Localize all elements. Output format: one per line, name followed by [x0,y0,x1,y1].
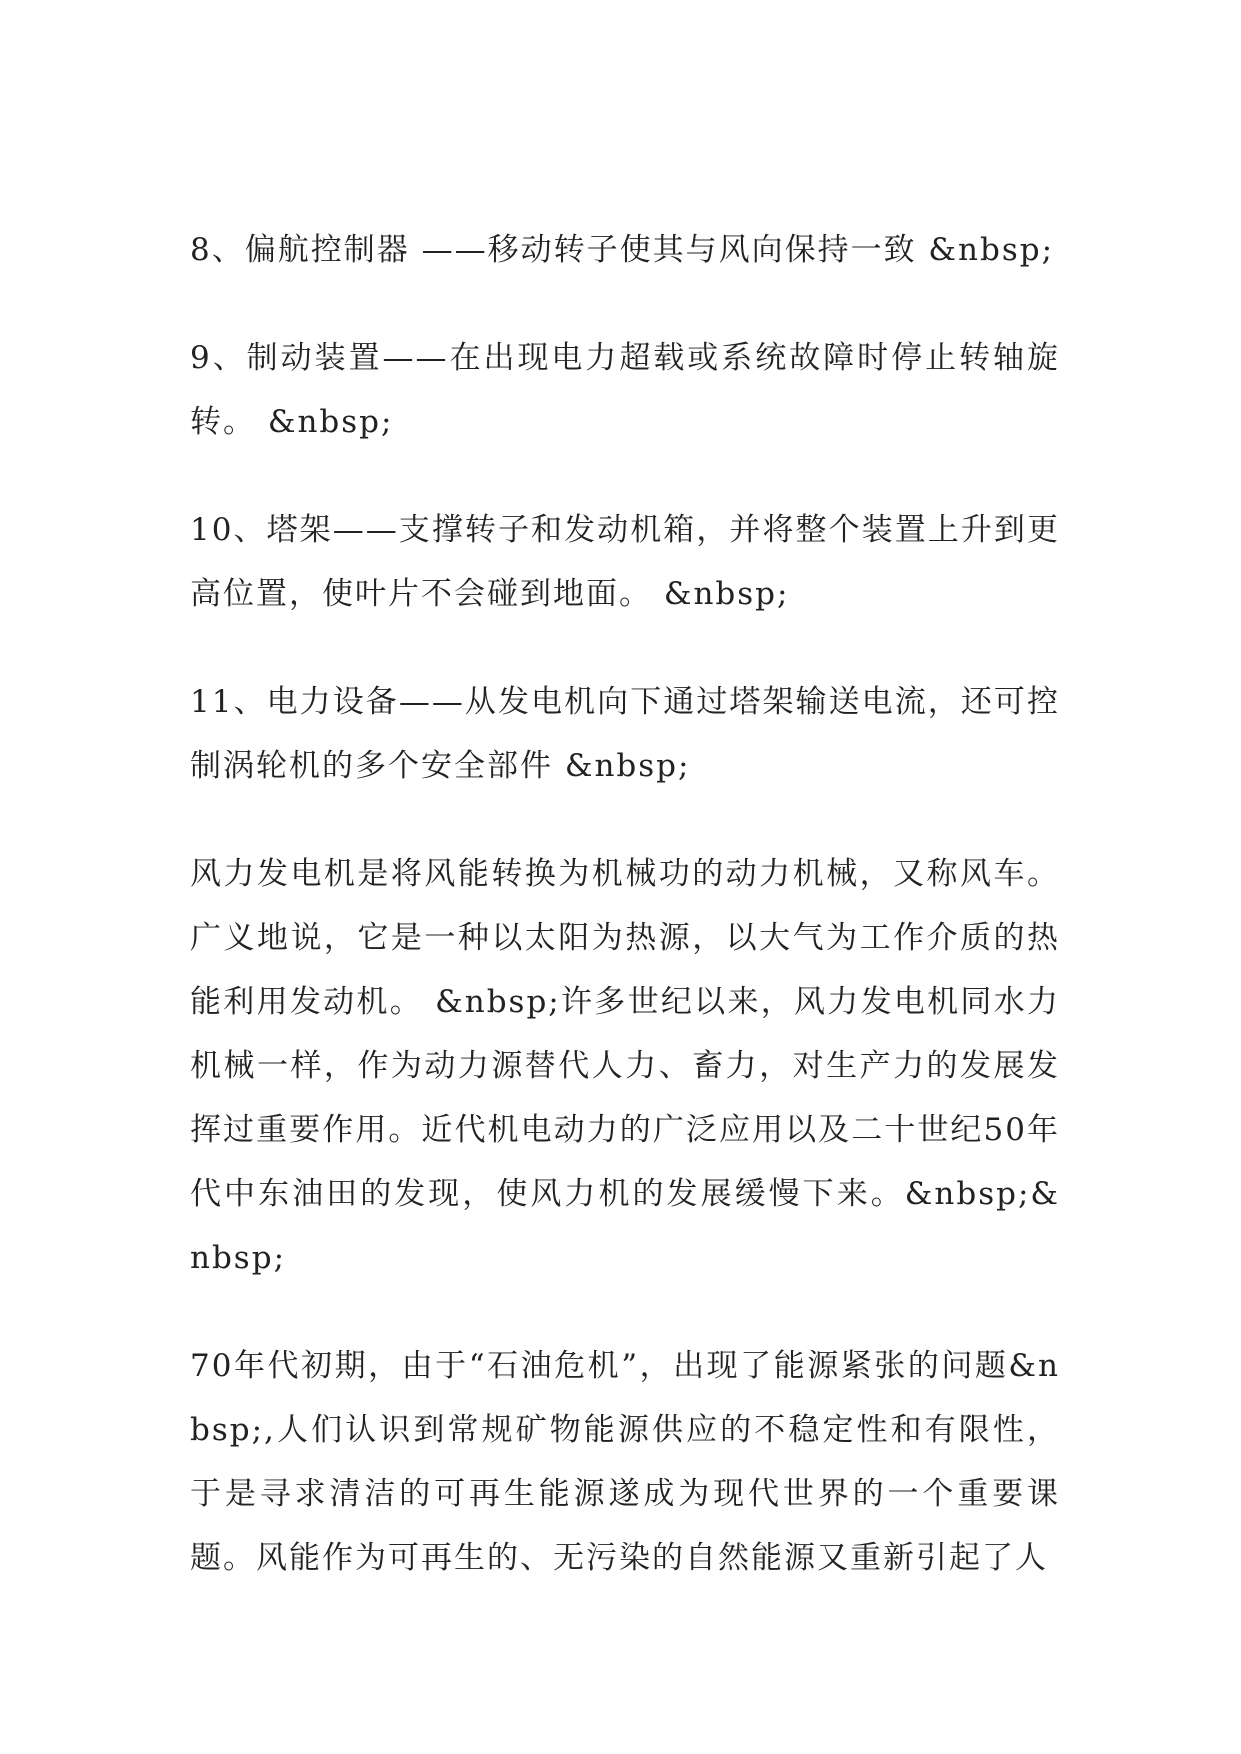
paragraph-brake-device: 9、制动装置——在出现电力超载或系统故障时停止转轴旋转。 &nbsp; [190,340,1060,440]
paragraph-electrical-equipment: 11、电力设备——从发电机向下通过塔架输送电流，还可控制涡轮机的多个安全部件 &nbsp; [190,684,1060,784]
paragraph-oil-crisis: 70年代初期，由于“石油危机”，出现了能源紧张的问题&nbsp;,人们认识到常规矿物能源供应的不稳定性和有限性，于是寻求清洁的可再生能源遂成为现代世界的一个重要课题。风能作为可再生的、无污染的自然能源又重新引起了人 [190,1348,1060,1576]
paragraph-yaw-controller: 8、偏航控制器 ——移动转子使其与风向保持一致 &nbsp; [190,232,1055,268]
document-body [190,218,1060,1634]
paragraph-tower: 10、塔架——支撑转子和发动机箱，并将整个装置上升到更高位置，使叶片不会碰到地面。 &nbsp; [190,512,1060,612]
paragraph-wind-turbine-intro: 风力发电机是将风能转换为机械功的动力机械，又称风车。广义地说，它是一种以太阳为热源，以大气为工作介质的热能利用发动机。 &nbsp;许多世纪以来，风力发电机同水力机械一样，作为动力源替代人力、畜力，对生产力的发展发挥过重要作用。近代机电动力的广泛应用以及二十世纪50年代中东油田的发现，使风力机的发展缓慢下来。&nbsp;&nbsp; [190,856,1060,1276]
